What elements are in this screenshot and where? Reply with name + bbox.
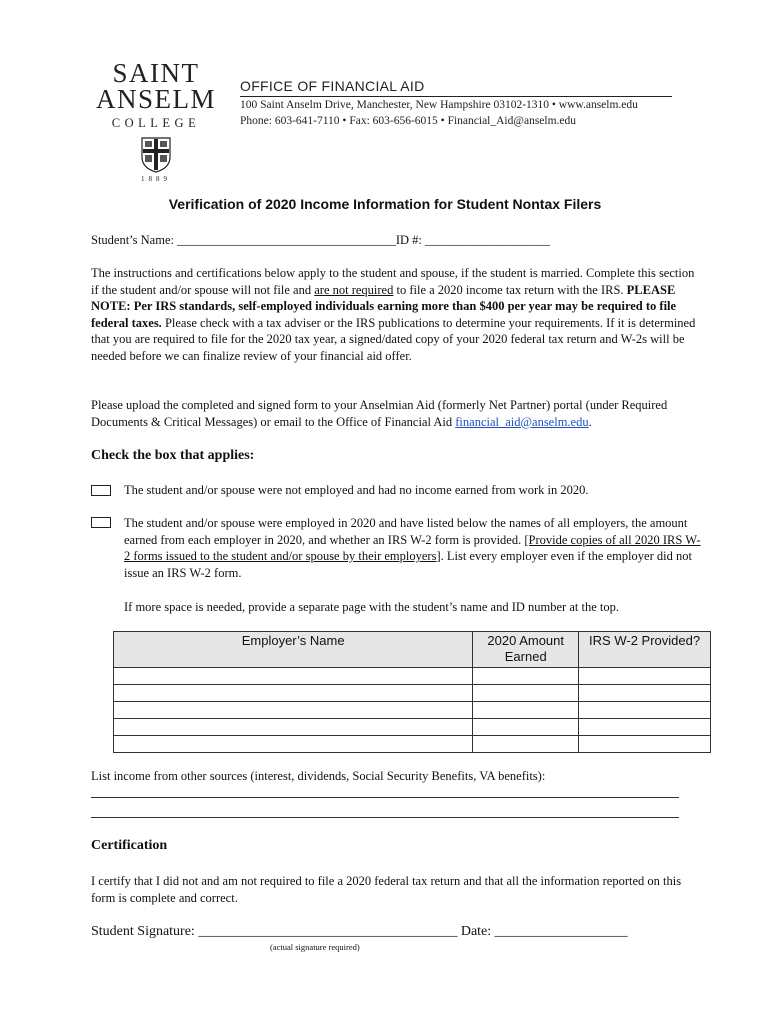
- other-income-line-1[interactable]: [91, 797, 679, 798]
- upload-period: .: [588, 414, 592, 429]
- crest-icon: [141, 137, 171, 173]
- col-amount-earned: 2020 Amount Earned: [473, 632, 579, 668]
- college-logo: [90, 60, 222, 183]
- cell-employer[interactable]: [114, 702, 473, 719]
- table-row: [114, 702, 711, 719]
- cell-employer[interactable]: [114, 668, 473, 685]
- cell-w2[interactable]: [579, 702, 711, 719]
- instructions-note: PLEASE NOTE: Per IRS standards, self-employed individuals earning more than $400 per year may be required to file federal taxes.: [91, 282, 677, 330]
- checkbox-employed[interactable]: [91, 517, 111, 528]
- table-row: [114, 685, 711, 702]
- other-income-label: List income from other sources (interest, dividends, Social Security Benefits, VA benefits):: [91, 769, 546, 783]
- form-title: Verification of 2020 Income Information for Student Nontax Filers: [168, 196, 602, 212]
- check-heading: Check the box that applies:: [91, 448, 255, 463]
- option-employed-text-b: ]. List every employer even if the employer did not issue an IRS W-2 form.: [124, 549, 692, 580]
- student-id-field[interactable]: ID #: ____________________: [395, 233, 551, 247]
- logo-text-anselm: ANSELM: [95, 84, 216, 114]
- office-header: [240, 78, 672, 129]
- other-income-line-2[interactable]: [91, 817, 679, 818]
- certification-text: I certify that I did not and am not required to file a 2020 federal tax return and that all the information reported on this form is complete and correct.: [91, 874, 682, 905]
- instructions-text-b: to file a 2020 income tax return with the IRS.: [393, 282, 627, 297]
- cell-amount[interactable]: [473, 736, 579, 753]
- instructions-underline: are not required: [314, 282, 394, 297]
- logo-text-college: COLLEGE: [111, 116, 201, 130]
- instructions-text-a: The instructions and certifications below apply to the student and spouse, if the student is married. Complete this section if the student and/or spouse will not file and: [91, 266, 695, 297]
- cell-w2[interactable]: [579, 736, 711, 753]
- checkbox-not-employed[interactable]: [91, 485, 111, 496]
- cell-employer[interactable]: [114, 685, 473, 702]
- table-row: [114, 668, 711, 685]
- logo-year: 1889: [141, 175, 171, 183]
- cell-amount[interactable]: [473, 685, 579, 702]
- cell-amount[interactable]: [473, 719, 579, 736]
- option-employed-text-a: The student and/or spouse were employed in 2020 and have listed below the names of all employers, the amount earned from each employer in 2020, and whether an IRS W-2 form is provided.: [124, 516, 688, 547]
- signature-field[interactable]: Student Signature: _____________________________________: [91, 924, 458, 939]
- cell-employer[interactable]: [114, 736, 473, 753]
- signature-line: [91, 924, 703, 941]
- signature-note: (actual signature required): [270, 942, 360, 952]
- cell-w2[interactable]: [579, 719, 711, 736]
- email-link[interactable]: financial_aid@anselm.edu: [455, 414, 589, 429]
- table-row: [114, 736, 711, 753]
- more-space-note: If more space is needed, provide a separate page with the student’s name and ID number at the top.: [124, 600, 619, 614]
- cell-w2[interactable]: [579, 668, 711, 685]
- logo-text-saint: SAINT: [112, 58, 200, 88]
- table-header-row: [114, 632, 711, 668]
- employer-table: [113, 631, 711, 753]
- upload-paragraph: [91, 397, 703, 430]
- date-field[interactable]: Date: ___________________: [460, 924, 628, 939]
- table-row: [114, 719, 711, 736]
- office-address: 100 Saint Anselm Drive, Manchester, New Hampshire 03102-1310 • www.anselm.edu: [240, 99, 638, 111]
- instructions-text-c: Please check with a tax adviser or the IRS publications to determine your requirements. If it is determined that you are required to file for the 2020 tax year, a signed/dated copy of your 2020 federal tax return and W-2s will be needed before we can finalize review of your financial aid offer.: [91, 315, 696, 363]
- certification-heading: Certification: [91, 838, 168, 853]
- option-not-employed-label: The student and/or spouse were not employed and had no income earned from work in 2020.: [124, 483, 589, 497]
- col-w2-provided: IRS W-2 Provided?: [579, 632, 711, 668]
- cell-w2[interactable]: [579, 685, 711, 702]
- cell-amount[interactable]: [473, 702, 579, 719]
- option-employed-underline: [Provide copies of all 2020 IRS W-2 forms issued to the student and/or spouse by their employers: [124, 532, 701, 564]
- col-employer-name: Employer’s Name: [114, 632, 473, 668]
- student-name-field[interactable]: Student’s Name: ___________________________________: [91, 233, 396, 247]
- student-info-line: [91, 232, 703, 249]
- instructions-paragraph: [91, 265, 703, 365]
- upload-text: Please upload the completed and signed form to your Anselmian Aid (formerly Net Partner) portal (under Required Documents & Critical Messages) or email to the Office of Financial Aid: [91, 398, 668, 429]
- cell-employer[interactable]: [114, 719, 473, 736]
- office-contact: Phone: 603-641-7110 • Fax: 603-656-6015 • Financial_Aid@anselm.edu: [240, 115, 577, 127]
- option-employed-label: [124, 515, 706, 581]
- cell-amount[interactable]: [473, 668, 579, 685]
- office-title: OFFICE OF FINANCIAL AID: [240, 78, 672, 97]
